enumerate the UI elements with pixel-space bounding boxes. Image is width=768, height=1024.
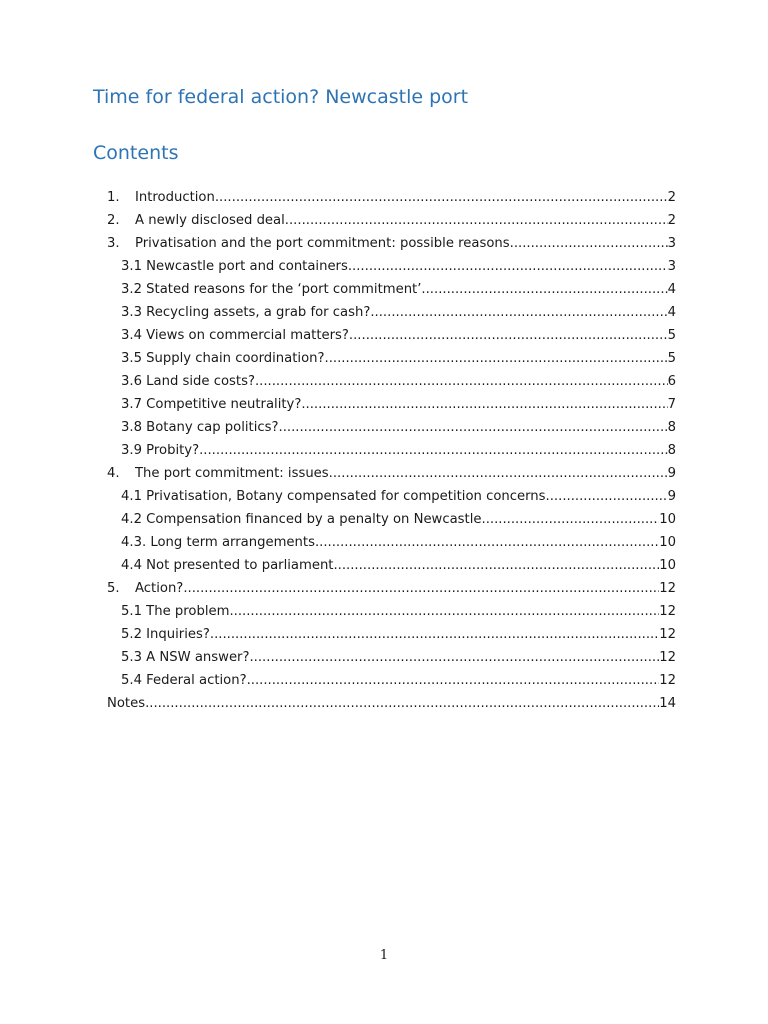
toc-entry-number: 3. xyxy=(107,236,120,251)
toc-entry-label: 3.3 Recycling assets, a grab for cash? xyxy=(121,305,371,320)
toc-entry-page: 12 xyxy=(659,627,676,642)
toc-entry-label: 5.4 Federal action? xyxy=(121,673,247,688)
toc-entry-page: 3 xyxy=(667,259,676,274)
toc-dot-leader xyxy=(348,255,668,278)
toc-dot-leader xyxy=(210,623,659,646)
toc-entry-label: 5.3 A NSW answer? xyxy=(121,650,250,665)
toc-entry[interactable] xyxy=(121,347,676,370)
toc-entry-label: 3.2 Stated reasons for the ‘port commitment’ xyxy=(121,282,422,297)
toc-entry-page: 9 xyxy=(667,466,676,481)
toc-entry-page: 6 xyxy=(667,374,676,389)
toc-entry-page: 10 xyxy=(659,535,676,550)
toc-entry[interactable] xyxy=(121,669,676,692)
toc-entry-number: 1. xyxy=(107,190,120,205)
toc-entry-label: 3.9 Probity? xyxy=(121,443,200,458)
toc-entry[interactable] xyxy=(121,508,676,531)
toc-entry-page: 2 xyxy=(667,190,676,205)
toc-dot-leader xyxy=(183,577,659,600)
toc-dot-leader xyxy=(229,600,659,623)
toc-entry[interactable] xyxy=(121,324,676,347)
toc-entry-label: Introduction xyxy=(135,190,215,205)
contents-heading: Contents xyxy=(93,142,179,164)
table-of-contents xyxy=(0,186,768,715)
toc-entry-label: Notes xyxy=(107,696,146,711)
toc-entry-label: 4.4 Not presented to parliament xyxy=(121,558,334,573)
toc-entry[interactable] xyxy=(107,692,676,715)
toc-entry[interactable] xyxy=(121,255,676,278)
toc-dot-leader xyxy=(482,508,660,531)
toc-entry-label: 3.5 Supply chain coordination? xyxy=(121,351,325,366)
page-number: 1 xyxy=(379,948,389,963)
toc-entry[interactable] xyxy=(121,370,676,393)
toc-entry-page: 5 xyxy=(667,351,676,366)
toc-entry-label: Privatisation and the port commitment: possible reasons xyxy=(135,236,510,251)
toc-dot-leader xyxy=(301,393,667,416)
toc-entry-label: 5.2 Inquiries? xyxy=(121,627,210,642)
toc-entry[interactable] xyxy=(121,554,676,577)
toc-entry-page: 10 xyxy=(659,512,676,527)
document-title: Time for federal action? Newcastle port xyxy=(93,86,469,108)
toc-entry[interactable] xyxy=(121,646,676,669)
toc-dot-leader xyxy=(247,669,660,692)
toc-entry-page: 8 xyxy=(667,420,676,435)
toc-entry[interactable] xyxy=(107,462,676,485)
toc-dot-leader xyxy=(329,462,668,485)
toc-entry-page: 5 xyxy=(667,328,676,343)
toc-entry-page: 12 xyxy=(659,581,676,596)
toc-entry-page: 8 xyxy=(667,443,676,458)
toc-entry-label: 4.2 Compensation financed by a penalty on Newcastle xyxy=(121,512,482,527)
toc-entry-page: 7 xyxy=(667,397,676,412)
toc-entry[interactable] xyxy=(121,278,676,301)
toc-entry[interactable] xyxy=(121,439,676,462)
toc-entry-page: 9 xyxy=(667,489,676,504)
toc-entry-page: 4 xyxy=(667,282,676,297)
toc-entry-page: 14 xyxy=(659,696,676,711)
toc-entry-page: 12 xyxy=(659,604,676,619)
toc-entry-page: 12 xyxy=(659,673,676,688)
toc-dot-leader xyxy=(546,485,668,508)
toc-entry-number: 5. xyxy=(107,581,120,596)
toc-entry[interactable] xyxy=(121,600,676,623)
toc-entry[interactable] xyxy=(121,623,676,646)
toc-entry-number: 2. xyxy=(107,213,120,228)
toc-entry-label: 3.6 Land side costs? xyxy=(121,374,255,389)
toc-entry-label: Action? xyxy=(135,581,184,596)
toc-dot-leader xyxy=(199,439,668,462)
toc-entry-label: 3.8 Botany cap politics? xyxy=(121,420,279,435)
toc-entry[interactable] xyxy=(121,531,676,554)
toc-entry-label: 4.3. Long term arrangements xyxy=(121,535,315,550)
toc-entry-label: 5.1 The problem xyxy=(121,604,230,619)
toc-dot-leader xyxy=(249,646,659,669)
toc-dot-leader xyxy=(145,692,659,715)
toc-dot-leader xyxy=(349,324,668,347)
toc-dot-leader xyxy=(255,370,668,393)
toc-entry-page: 12 xyxy=(659,650,676,665)
toc-dot-leader xyxy=(315,531,659,554)
toc-entry-label: The port commitment: issues xyxy=(135,466,329,481)
toc-entry-page: 4 xyxy=(667,305,676,320)
toc-dot-leader xyxy=(370,301,667,324)
toc-entry[interactable] xyxy=(121,485,676,508)
toc-dot-leader xyxy=(285,209,668,232)
toc-entry-label: 3.7 Competitive neutrality? xyxy=(121,397,302,412)
toc-entry-page: 10 xyxy=(659,558,676,573)
toc-entry[interactable] xyxy=(121,393,676,416)
toc-entry-page: 3 xyxy=(667,236,676,251)
toc-dot-leader xyxy=(421,278,667,301)
toc-entry[interactable] xyxy=(121,416,676,439)
toc-entry[interactable] xyxy=(121,301,676,324)
toc-dot-leader xyxy=(510,232,668,255)
toc-entry[interactable] xyxy=(107,209,676,232)
toc-entry[interactable] xyxy=(107,577,676,600)
toc-entry-label: A newly disclosed deal xyxy=(135,213,285,228)
toc-entry-page: 2 xyxy=(667,213,676,228)
toc-entry[interactable] xyxy=(107,186,676,209)
toc-dot-leader xyxy=(325,347,668,370)
toc-dot-leader xyxy=(333,554,659,577)
toc-entry[interactable] xyxy=(107,232,676,255)
toc-entry-number: 4. xyxy=(107,466,120,481)
toc-entry-label: 4.1 Privatisation, Botany compensated for competition concerns xyxy=(121,489,546,504)
toc-dot-leader xyxy=(279,416,668,439)
toc-entry-label: 3.4 Views on commercial matters? xyxy=(121,328,349,343)
toc-entry-label: 3.1 Newcastle port and containers xyxy=(121,259,348,274)
toc-dot-leader xyxy=(215,186,668,209)
